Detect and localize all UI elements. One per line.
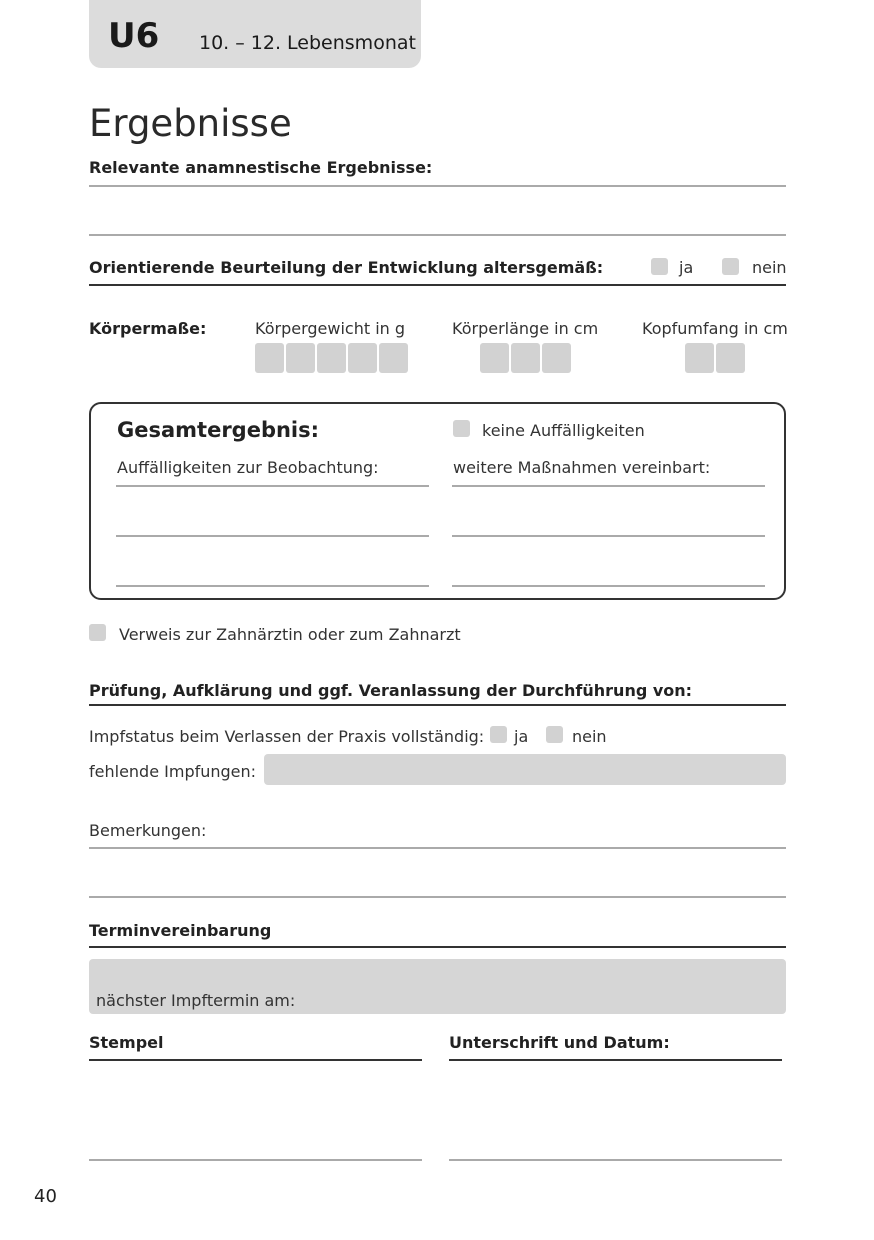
koerpermasse-label: Körpermaße: — [89, 319, 207, 338]
impfstatus-nein-label: nein — [572, 727, 607, 746]
anamnese-line-1[interactable] — [89, 185, 786, 187]
beurteilung-nein-checkbox[interactable] — [722, 258, 739, 275]
head-digit-cell[interactable] — [685, 343, 714, 373]
anamnese-label: Relevante anamnestische Ergebnisse: — [89, 158, 433, 177]
beurteilung-ja-label: ja — [679, 258, 694, 277]
weight-digit-cell[interactable] — [255, 343, 284, 373]
length-label: Körperlänge in cm — [452, 319, 599, 338]
beurteilung-ja-checkbox[interactable] — [651, 258, 668, 275]
pruefung-divider — [89, 704, 786, 706]
weight-digit-cell[interactable] — [317, 343, 346, 373]
naechster-impftermin-label: nächster Impftermin am: — [96, 991, 296, 1010]
beurteilung-label: Orientierende Beurteilung der Entwicklung altersgemäß: — [89, 258, 604, 277]
page-number: 40 — [34, 1186, 57, 1207]
length-digit-cell[interactable] — [511, 343, 540, 373]
massnahmen-label: weitere Maßnahmen vereinbart: — [453, 458, 711, 477]
gesamtergebnis-title: Gesamtergebnis: — [117, 418, 320, 442]
bemerkungen-line-1[interactable] — [89, 847, 786, 849]
length-digit-cell[interactable] — [480, 343, 509, 373]
head-digit-cell[interactable] — [716, 343, 745, 373]
length-digit-cell[interactable] — [542, 343, 571, 373]
weight-digit-cell[interactable] — [379, 343, 408, 373]
beurteilung-divider — [89, 284, 786, 286]
keine-auffaelligkeiten-label: keine Auffälligkeiten — [482, 421, 645, 440]
stempel-divider — [89, 1059, 422, 1061]
anamnese-line-2[interactable] — [89, 234, 786, 236]
fehlende-impfungen-label: fehlende Impfungen: — [89, 762, 257, 781]
weight-digit-cell[interactable] — [286, 343, 315, 373]
massnahmen-line[interactable] — [452, 535, 765, 537]
unterschrift-label: Unterschrift und Datum: — [449, 1033, 670, 1052]
zahnarzt-checkbox[interactable] — [89, 624, 106, 641]
impfstatus-label: Impfstatus beim Verlassen der Praxis vollständig: — [89, 727, 485, 746]
massnahmen-line[interactable] — [452, 585, 765, 587]
unterschrift-line[interactable] — [449, 1159, 782, 1161]
page-title: Ergebnisse — [89, 102, 292, 145]
weight-label: Körpergewicht in g — [255, 319, 406, 338]
bemerkungen-line-2[interactable] — [89, 896, 786, 898]
weight-digit-cell[interactable] — [348, 343, 377, 373]
impfstatus-ja-checkbox[interactable] — [490, 726, 507, 743]
stempel-line[interactable] — [89, 1159, 422, 1161]
keine-auffaelligkeiten-checkbox[interactable] — [453, 420, 470, 437]
auffaelligkeiten-line[interactable] — [116, 585, 429, 587]
bemerkungen-label: Bemerkungen: — [89, 821, 207, 840]
head-label: Kopfumfang in cm — [642, 319, 788, 338]
auffaelligkeiten-label: Auffälligkeiten zur Beobachtung: — [117, 458, 379, 477]
beurteilung-nein-label: nein — [752, 258, 787, 277]
zahnarzt-label: Verweis zur Zahnärztin oder zum Zahnarzt — [119, 625, 461, 644]
impfstatus-nein-checkbox[interactable] — [546, 726, 563, 743]
unterschrift-divider — [449, 1059, 782, 1061]
massnahmen-line[interactable] — [452, 485, 765, 487]
exam-age-range: 10. – 12. Lebensmonat — [199, 32, 416, 54]
impfstatus-ja-label: ja — [514, 727, 529, 746]
exam-code: U6 — [108, 16, 160, 56]
fehlende-impfungen-field[interactable] — [264, 754, 786, 785]
auffaelligkeiten-line[interactable] — [116, 535, 429, 537]
termin-divider — [89, 946, 786, 948]
auffaelligkeiten-line[interactable] — [116, 485, 429, 487]
stempel-label: Stempel — [89, 1033, 164, 1052]
termin-label: Terminvereinbarung — [89, 921, 272, 940]
pruefung-label: Prüfung, Aufklärung und ggf. Veranlassung der Durchführung von: — [89, 681, 693, 700]
